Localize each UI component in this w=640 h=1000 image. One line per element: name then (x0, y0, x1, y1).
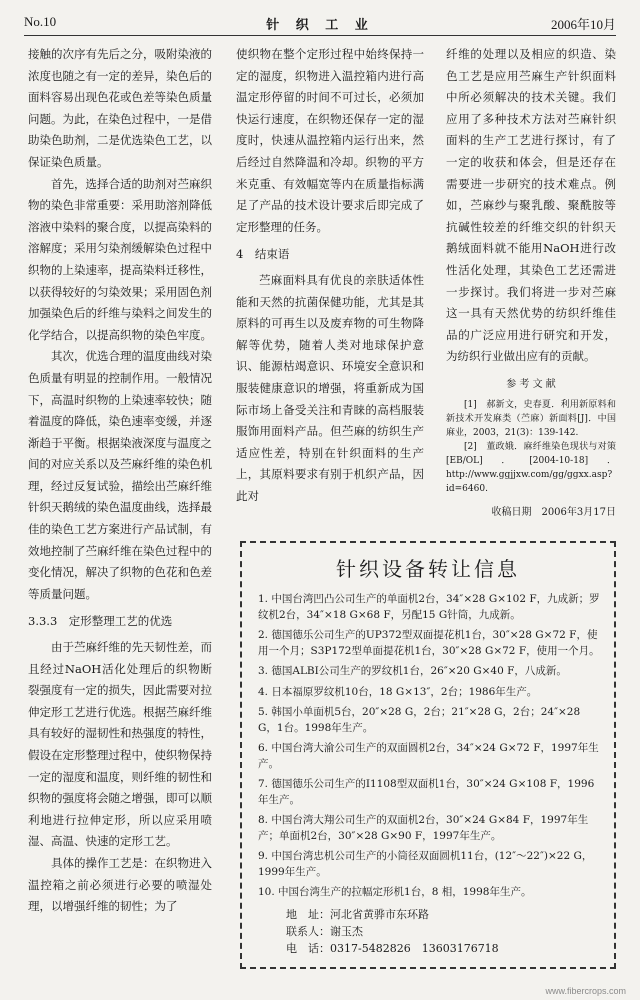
ad-item-list (242, 592, 614, 901)
header-rule (24, 35, 616, 36)
received-date: 收稿日期 2006年3月17日 (491, 506, 616, 518)
paragraph: 纤维的处理以及相应的织造、染色工艺是应用苎麻生产针织面料中所必须解决的技术关键。我们应用了多种技术方法对苎麻针织面料的生产工艺进行探讨，有了一定的收获和体会，但是还存在需要进一步研究的技术难点。例如，苎麻纱与聚乳酸、聚酰胺等抗碱性较差的纤维交织的针织天鹅绒面料就不能用NaOH进行改性活化处理，其染色工艺还需进一步探讨。我们将进一步对苎麻这一具有天然优势的纺织纤维佳品的广泛应用进行研究和开发，为纺织行业做出应有的贡献。 (446, 47, 616, 364)
phone-label: 电 话： (286, 941, 330, 955)
section-heading: 4 结束语 (236, 247, 290, 262)
ad-item: 8. 中国台湾大翔公司生产的双面机2台，30″×24 G×84 F，1997年生产；单面机2台，30″×28 G×90 F，1997年生产。 (258, 814, 589, 842)
address-label: 地 址： (286, 907, 330, 921)
ad-item: 3. 德国ALBI公司生产的罗纹机1台，26″×20 G×40 F，八成新。 (258, 665, 567, 677)
ad-item: 1. 中国台湾凹凸公司生产的单面机2台，34″×28 G×102 F，九成新；罗纹机2台，34″×18 G×68 F，另配15 G针筒，九成新。 (258, 593, 600, 621)
issue-number: No.10 (24, 14, 57, 29)
paragraph: 接触的次序有先后之分，吸附染液的浓度也随之有一定的差异，染色后的面料容易出现色花或色差等染色质量问题。为此，在染色过程中，一是借助染色助剂，二是优选染色工艺，以保证染色质量。 (28, 47, 212, 169)
issue-date: 2006年10月 (550, 17, 616, 32)
ad-item: 10. 中国台湾生产的拉幅定形机1台，8 相，1998年生产。 (258, 886, 532, 898)
equipment-transfer-ad (240, 541, 616, 969)
contact-label: 联系人： (286, 924, 330, 938)
contact-value: 谢玉杰 (330, 924, 363, 938)
section-heading: 3.3.3 定形整理工艺的优选 (28, 614, 173, 629)
paragraph: 苎麻面料具有优良的亲肤适体性能和天然的抗菌保健功能，尤其是其原料的可再生以及废弃物的可生物降解等优势，随着人类对地球保护意识、能源枯竭意识、环境安全意识和服装健康意识的增强，将重新成为国际市场上备受关注和青睐的高档服装服饰用面料产品。但苎麻的纺织生产适应性差，特别在针织面料的生产上，其原料要求有别于机织产品，因此对 (236, 272, 424, 503)
paragraph: 使织物在整个定形过程中始终保持一定的湿度，织物进入温控箱内进行高温定形停留的时间不可过长，必须加快运行速度，在织物还保存一定的湿度时，快速从温控箱内运行出来，然后经过自然降温和冷却。织物的平方米克重、有效幅宽等内在质量指标满足了产品的技术设计要求后即完成了定形整理的任务。 (236, 47, 424, 234)
reference-item: [1] 郝新文，史春夏．利用新原料和新技术开发麻类（苎麻）新面料[J]．中国麻业，2003，21(3)：139-142. (446, 399, 616, 438)
page-header (24, 14, 616, 34)
address-value: 河北省黄骅市东环路 (330, 907, 429, 921)
references-heading: 参 考 文 献 (506, 378, 556, 390)
paragraph: 具体的操作工艺是：在织物进入温控箱之前必须进行必要的喷湿处理，以增强纤维的韧性；为了 (28, 855, 212, 914)
column-middle (236, 44, 424, 507)
ad-item: 6. 中国台湾大渝公司生产的双面圆机2台，34″×24 G×72 F，1997年生产。 (258, 742, 599, 770)
contact-line (286, 923, 614, 940)
watermark: www.fibercrops.com (545, 986, 626, 996)
ad-item: 9. 中国台湾忠机公司生产的小筒径双面圆机11台，(12″～22″)×22 G，1999年生产。 (258, 850, 593, 878)
phone-line (286, 940, 614, 957)
ad-contact (286, 906, 614, 957)
paragraph: 由于苎麻纤维的先天韧性差，而且经过NaOH活化处理后的织物断裂强度有一定的损失，因此需要对拉伸定形工艺进行优选。根据苎麻纤维具有较好的湿韧性和热强度的特性，假设在定形整理过程中，使织物保持一定的湿度和温度，则纤维的韧性和织物的强度将会随之增强，即可以顺利地进行拉伸定形，所以应采用喷湿、高温、快速的定形工艺。 (28, 640, 212, 849)
address-line (286, 906, 614, 923)
paragraph: 首先，选择合适的助剂对苎麻织物的染色非常重要：采用助溶剂降低溶液中染料的聚合度，以提高染料的溶解度；采用匀染剂缓解染色过程中织物的上染速率，提高染料迁移性，以获得较好的匀染效果；采用固色剂加强染色后的纤维与染料之间发生的化学结合，以提高织物的染色牢度。 (28, 176, 212, 342)
phone-value: 0317-5482826 13603176718 (330, 941, 499, 955)
journal-title: 针 织 工 业 (266, 18, 374, 33)
paragraph: 其次，优选合理的温度曲线对染色质量有明显的控制作用。一般情况下，高温时织物的上染速率较快；随着温度的降低，染色速率变缓，并逐渐趋于平衡。根据染液深度与温度之间的对应关系以及苎麻纤维的染色机理，经过反复试验，描绘出苎麻纤维针织天鹅绒的染色温度曲线，选择最佳的染色工艺方案进行产品试制，有效地控制了苎麻纤维在染色过程中的变化情况，解决了织物的色花和色差等质量问题。 (28, 349, 212, 601)
ad-title: 针织设备转让信息 (336, 557, 520, 581)
column-left (28, 44, 212, 984)
ad-item: 5. 韩国小单面机5台，20″×28 G，2台；21″×28 G，2台；24″×28 G，1台。1998年生产。 (258, 706, 581, 734)
ad-item: 7. 德国德乐公司生产的I1108型双面机1台，30″×24 G×108 F，1996年生产。 (258, 778, 595, 806)
reference-item: [2] 董政娥．麻纤维染色现状与对策[EB/OL]．[2004-10-18]．http://www.ggjjxw.com/gg/ggxx.asp?id=6460. (446, 441, 616, 494)
ad-item: 4. 日本福原罗纹机10台，18 G×13″，2台；1986年生产。 (258, 685, 538, 698)
ad-item: 2. 德国德乐公司生产的UP372型双面提花机1台，30″×28 G×72 F，使用一个月；S3P172型单面提花机1台，30″×28 G×72 F，使用一个月。 (258, 629, 600, 657)
column-right (446, 44, 616, 523)
